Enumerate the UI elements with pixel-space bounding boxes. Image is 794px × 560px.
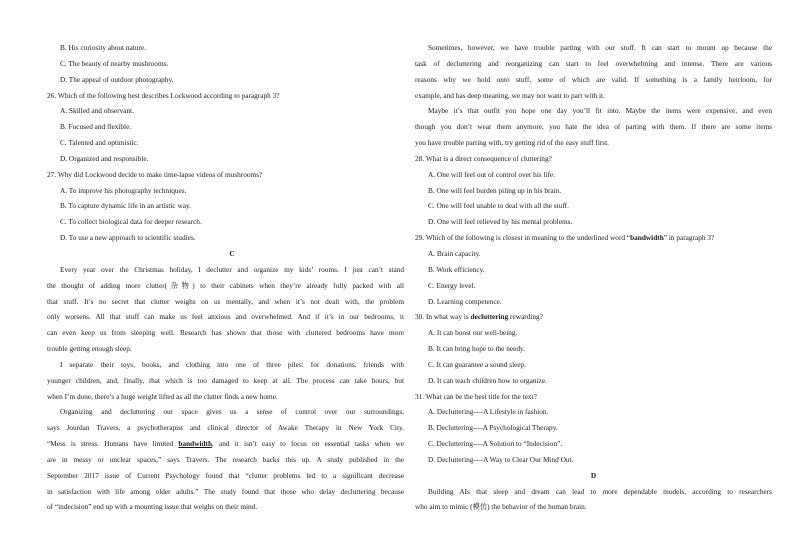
right-column bbox=[415, 40, 772, 515]
q26-option-b: B. Focused and flexible. bbox=[60, 122, 132, 132]
q29-option-a: A. Brain capacity. bbox=[428, 248, 481, 258]
text-line: only worsens. All that stuff can make us feel anxious and overwhelmed. And if it’s in our bedrooms, it bbox=[47, 312, 404, 322]
q31-question: 31. What can be the best title for the text? bbox=[415, 391, 537, 401]
text-line-with-underlined-word bbox=[47, 436, 404, 452]
text-line: Organizing and decluttering our space gives us a sense of control over our surroundings, bbox=[60, 407, 404, 417]
q30-option-c: C. It can guarantee a sound sleep. bbox=[428, 359, 527, 369]
text-line: can even keep us from sleeping well. Research has shown that those with cluttered bedrooms have more bbox=[47, 328, 404, 338]
text-segment: 29. Which of the following is closest in meaning to the underlined word “ bbox=[415, 233, 631, 243]
q30-option-a: A. It can boost our well-being. bbox=[428, 328, 518, 338]
text-line: Building AIs that sleep and dream can lead to more dependable models, according to researchers bbox=[428, 486, 772, 496]
text-segment: ” in paragraph 3? bbox=[663, 233, 715, 243]
q27-option-d: D. To use a new approach to scientific studies. bbox=[60, 233, 196, 243]
text-line: younger children, and, finally, that which is too damaged to keep at all. The process can take hours, but bbox=[47, 375, 404, 385]
text-line: when I’m done, there’s a huge weight lifted as all the clutter finds a new home. bbox=[47, 391, 278, 401]
passage-c-paragraph-5 bbox=[415, 103, 772, 151]
text-line: September 2017 issue of Current Psychology found that “clutter problems led to a significant decrease bbox=[47, 470, 404, 480]
passage-c-paragraph-2 bbox=[47, 357, 404, 405]
text-line: the thought of adding more clutter(杂物) to their cabinets when they’re already fully packed with all bbox=[47, 280, 404, 290]
q29-option-b: B. Work efficiency. bbox=[428, 264, 485, 274]
q28-option-b: B. One will feel burden piling up in his brain. bbox=[428, 185, 562, 195]
q31-option-a: A. Decluttering----A Lifestyle in fashion. bbox=[428, 407, 549, 417]
text-line: Every year over the Christmas holiday, I declutter and organize my kids’ rooms. I just can’t stand bbox=[60, 264, 404, 274]
section-d-heading: D bbox=[590, 470, 597, 480]
text-segment: rewarding? bbox=[508, 312, 543, 322]
q29-question bbox=[415, 230, 772, 246]
q26-question: 26. Which of the following best describes Lockwood according to paragraph 3? bbox=[47, 90, 280, 100]
text-segment: , and it isn’t easy to focus on essential tasks when we bbox=[212, 439, 404, 449]
q30-question bbox=[415, 309, 772, 325]
text-line: though you don’t wear them anymore, you hate the idea of parting with them. If there are some items bbox=[415, 122, 772, 132]
keyword-decluttering: decluttering bbox=[470, 312, 509, 322]
text-line: task of decluttering and reorganizing can start to feel overwhelming and intense. There are various bbox=[415, 58, 772, 68]
text-line: Sometimes, however, we have trouble parting with our stuff. It can start to mount up because the bbox=[428, 43, 772, 52]
q25-option-d: D. The appeal of outdoor photography. bbox=[60, 74, 174, 84]
q29-option-c: C. Energy level. bbox=[428, 280, 476, 290]
text-line: you have trouble parting with, try getting rid of the easy stuff first. bbox=[415, 138, 610, 148]
q26-option-a: A. Skilled and observant. bbox=[60, 106, 134, 116]
section-c-heading: C bbox=[229, 248, 235, 258]
text-line: are in messy or unclear spaces,” says Travers. The research backs this up. A study published in the bbox=[47, 454, 404, 464]
keyword-bandwidth: bandwidth bbox=[630, 233, 664, 243]
passage-d-paragraph-1 bbox=[415, 484, 772, 516]
passage-c-paragraph-4 bbox=[415, 40, 772, 103]
q25-option-c: C. The beauty of nearby mushrooms. bbox=[60, 58, 169, 68]
text-line: I separate their toys, books, and clothing into one of three piles: for donations, friends with bbox=[60, 359, 404, 369]
text-line: trouble getting enough sleep. bbox=[47, 344, 132, 354]
q27-option-a: A. To improve his photography techniques. bbox=[60, 185, 187, 195]
left-column bbox=[47, 40, 404, 515]
underlined-word-bandwidth: bandwidth bbox=[178, 439, 213, 449]
passage-c-paragraph-3 bbox=[47, 404, 404, 515]
text-segment: “Mess is stress. Humans have limited bbox=[47, 439, 179, 449]
q29-option-d: D. Learning competence. bbox=[428, 296, 502, 306]
q26-option-d: D. Organized and responsible. bbox=[60, 153, 149, 163]
q30-option-d: D. It can teach children how to organize. bbox=[428, 375, 547, 385]
q25-option-b: B. His curiosity about nature. bbox=[60, 43, 146, 52]
q31-option-c: C. Decluttering----A Solution to “Indecision”. bbox=[428, 439, 563, 449]
text-line: of “indecision” end up with a mounting issue that weighs on their mind. bbox=[47, 502, 258, 512]
q30-option-b: B. It can bring hope to the needy. bbox=[428, 344, 525, 354]
text-line: who aim to mimic (模仿) the behavior of the human brain. bbox=[415, 502, 587, 512]
text-line: Maybe it’s that outfit you hope one day you’ll fit into. Maybe the items were expensive, and even bbox=[428, 106, 772, 116]
passage-c-paragraph-1 bbox=[47, 262, 404, 357]
q28-option-d: D. One will feel relieved by his mental problems. bbox=[428, 217, 573, 227]
q28-option-a: A. One will feel out of control over his life. bbox=[428, 169, 556, 179]
q27-question: 27. Why did Lockwood decide to make time-lapse videos of mushrooms? bbox=[47, 169, 263, 179]
q31-option-b: B. Decluttering----A Psychological Therapy. bbox=[428, 423, 558, 433]
text-segment: 30. In what way is bbox=[415, 312, 471, 322]
text-line: in satisfaction with life among older adults.” The study found that those who delay decluttering because bbox=[47, 486, 404, 496]
text-line: says Jourdan Travers, a psychotherapist and clinical director of Awake Therapy in New York City. bbox=[47, 423, 404, 433]
q27-option-c: C. To collect biological data for deeper research. bbox=[60, 217, 202, 227]
q27-option-b: B. To capture dynamic life in an artistic way. bbox=[60, 201, 191, 211]
text-line: example, and has deep meaning, we may not want to part with it. bbox=[415, 90, 605, 100]
q31-option-d: D. Decluttering----A Way to Clear Our Mind Out. bbox=[428, 454, 574, 464]
text-line: that stuff. It’s no secret that clutter weighs on us mentally, and when it’s not dealt with, the problem bbox=[47, 296, 404, 306]
q28-question: 28. What is a direct consequence of cluttering? bbox=[415, 153, 552, 163]
q26-option-c: C. Talented and optimistic. bbox=[60, 138, 139, 148]
text-line: reasons why we hold onto stuff, some of which are valid. If something is a family heirloom, for bbox=[415, 74, 772, 84]
q28-option-c: C. One will feel unable to deal with all the stuff. bbox=[428, 201, 569, 211]
